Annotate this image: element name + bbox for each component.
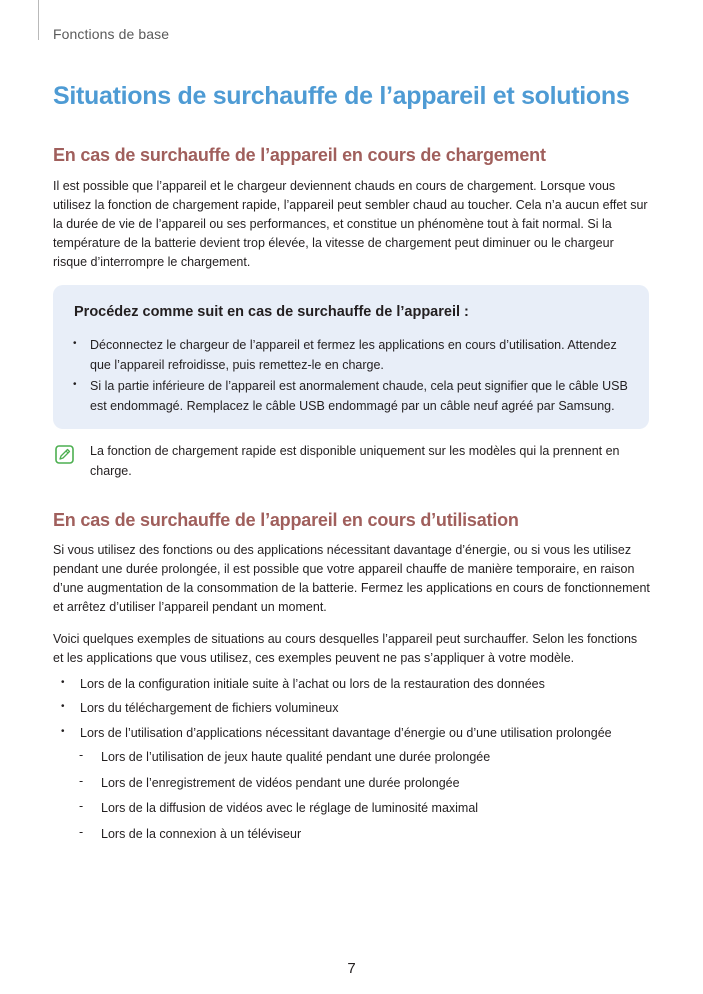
margin-rule — [38, 0, 39, 40]
list-item: Lors du téléchargement de fichiers volumineux — [80, 701, 339, 715]
charging-paragraph: Il est possible que l’appareil et le chargeur deviennent chauds en cours de chargement. Lorsque vous utilisez la fonction de chargement rapide, l’appareil peut sembler chaud au toucher. Cela n’a aucun effet sur la durée de vie de l’appareil ou ses performances, et constitue un phénomène tout à fait normal. Si la température de la batterie devient trop élevée, la vitesse de chargement peut diminuer ou le chargeur risque d’interrompre le chargement. — [53, 179, 648, 269]
bullet-icon: • — [73, 338, 77, 349]
usage-examples-paragraph: Voici quelques exemples de situations au cours desquelles l’appareil peut surchauffer. Selon les fonctions et les applications que vous utilisez, ces exemples peuvent ne pas s’appliquer à votre modèle. — [53, 632, 638, 665]
running-head: Fonctions de base — [53, 26, 170, 42]
dash-icon: - — [79, 799, 84, 813]
list-item: Lors de l’utilisation d’applications nécessitant davantage d’énergie ou d’une utilisation prolongée — [80, 726, 612, 740]
page-number: 7 — [347, 960, 356, 977]
dash-icon: - — [79, 825, 84, 839]
callout-item: Déconnectez le chargeur de l’appareil et fermez les applications en cours d’utilisation. Attendez que l’appareil refroidisse, puis remettez-le en charge. — [90, 338, 617, 372]
dash-icon: - — [79, 748, 84, 762]
bullet-icon: • — [61, 701, 65, 712]
bullet-icon: • — [61, 726, 65, 737]
sub-list-item: Lors de la connexion à un téléviseur — [101, 827, 302, 841]
sub-list-item: Lors de la diffusion de vidéos avec le réglage de luminosité maximal — [101, 801, 479, 815]
overheat-callout-box — [53, 285, 649, 429]
charging-section-heading: En cas de surchauffe de l’appareil en cours de chargement — [53, 145, 546, 165]
usage-paragraph: Si vous utilisez des fonctions ou des applications nécessitant davantage d’énergie, ou si vous les utilisez pendant une durée prolongée, il est possible que votre appareil chauffe de manière temporaire, en raison d’une augmentation de la consommation de la batterie. Fermez les applications en cours de fonctionnement et arrêtez d’utiliser l’appareil pendant un moment. — [53, 543, 650, 614]
note-text: La fonction de chargement rapide est disponible uniquement sur les modèles qui la prennent en charge. — [90, 444, 620, 478]
list-item: Lors de la configuration initiale suite à l’achat ou lors de la restauration des données — [80, 677, 545, 691]
bullet-icon: • — [61, 677, 65, 688]
callout-heading: Procédez comme suit en cas de surchauffe de l’appareil : — [74, 304, 469, 320]
bullet-icon: • — [73, 379, 77, 390]
callout-item: Si la partie inférieure de l’appareil est anormalement chaude, cela peut signifier que le câble USB est endommagé. Remplacez le câble USB endommagé par un câble neuf agréé par Samsung. — [90, 379, 628, 413]
note-pencil-icon — [55, 445, 74, 464]
dash-icon: - — [79, 774, 84, 788]
page-title: Situations de surchauffe de l’appareil et solutions — [53, 82, 630, 110]
usage-section-heading: En cas de surchauffe de l’appareil en cours d’utilisation — [53, 510, 519, 530]
sub-list-item: Lors de l’enregistrement de vidéos pendant une durée prolongée — [101, 776, 460, 790]
sub-list-item: Lors de l’utilisation de jeux haute qualité pendant une durée prolongée — [101, 750, 491, 764]
